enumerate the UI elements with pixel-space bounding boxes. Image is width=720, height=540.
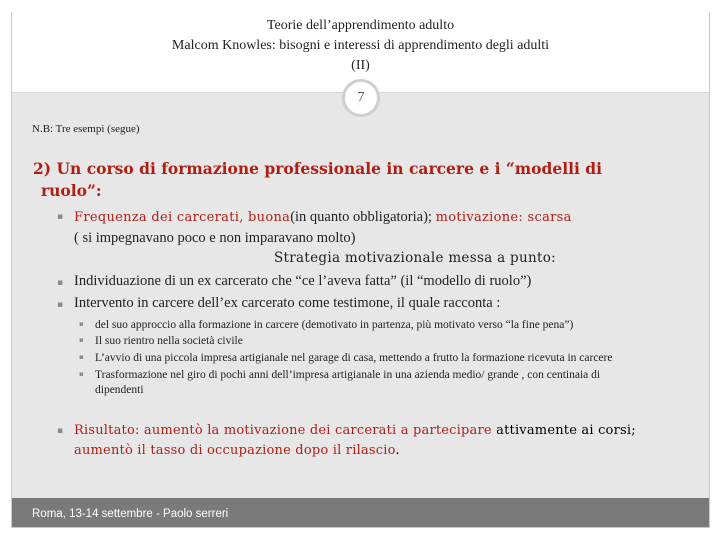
title-line-3: (II) (351, 58, 370, 73)
bullet-icon: ▪ (57, 278, 64, 288)
motivation-bold: motivazione: scarsa (435, 210, 572, 225)
result-end: . (395, 443, 400, 458)
frequency-normal: (in quanto obbligatoria); (290, 209, 436, 225)
heading-line-1: 2) Un corso di formazione professionale in carcere e i “modelli di (33, 159, 603, 178)
title-line-1: Teorie dell’apprendimento adulto (266, 18, 455, 33)
title-line-2: Malcom Knowles: bisogni e interessi di apprendimento degli adulti (171, 38, 550, 53)
footer-bar (12, 498, 709, 527)
bullet-icon: ▪ (79, 336, 84, 344)
sub-item: Il suo rientro nella società civile (95, 335, 243, 347)
note-text: N.B: Tre esempi (segue) (32, 123, 140, 135)
result-text-3: aumentò il tasso di occupazione dopo il rilascio (74, 443, 396, 458)
bullet-icon: ▪ (57, 212, 64, 222)
result-label: Risultato: (74, 423, 144, 438)
page-number-badge: 7 (342, 79, 380, 117)
bullet-icon: ▪ (79, 320, 84, 328)
heading-line-2: ruolo”: (41, 181, 102, 200)
frequency-cont: ( si impegnavano poco e non imparavano molto) (74, 230, 356, 246)
bullet-frequency (74, 207, 684, 248)
sub-item: del suo approccio alla formazione in carcere (demotivato in partenza, più motivato verso “la fine pena”) (95, 319, 574, 331)
bullet-icon: ▪ (57, 426, 64, 436)
bullet-icon: ▪ (79, 370, 84, 378)
frequency-bold: Frequenza dei carcerati, buona (74, 210, 291, 225)
section-heading (33, 158, 683, 202)
bullet-role-model: Individuazione di un ex carcerato che “ce l’aveva fatta” (il “modello di ruolo”) (74, 273, 532, 289)
result-text-2: attivamente ai corsi; (496, 423, 636, 438)
sub-item-cont: dipendenti (95, 384, 144, 396)
result-text-1: aumentò la motivazione dei carcerati a partecipare (143, 423, 497, 438)
result-text (74, 421, 694, 461)
footer-text: Roma, 13-14 settembre - Paolo serreri (32, 508, 229, 520)
bullet-testimony: Intervento in carcere dell’ex carcerato come testimone, il quale racconta : (74, 295, 501, 311)
strategy-line: Strategia motivazionale messa a punto: (274, 250, 556, 266)
sub-item: Trasformazione nel giro di pochi anni dell’impresa artigianale in una azienda medio/ grande , con centinaia di (95, 369, 601, 381)
bullet-icon: ▪ (79, 353, 84, 361)
bullet-icon: ▪ (57, 300, 64, 310)
sub-item: L’avvio di una piccola impresa artigianale nel garage di casa, mettendo a frutto la formazione ricevuta in carcere (95, 352, 613, 364)
